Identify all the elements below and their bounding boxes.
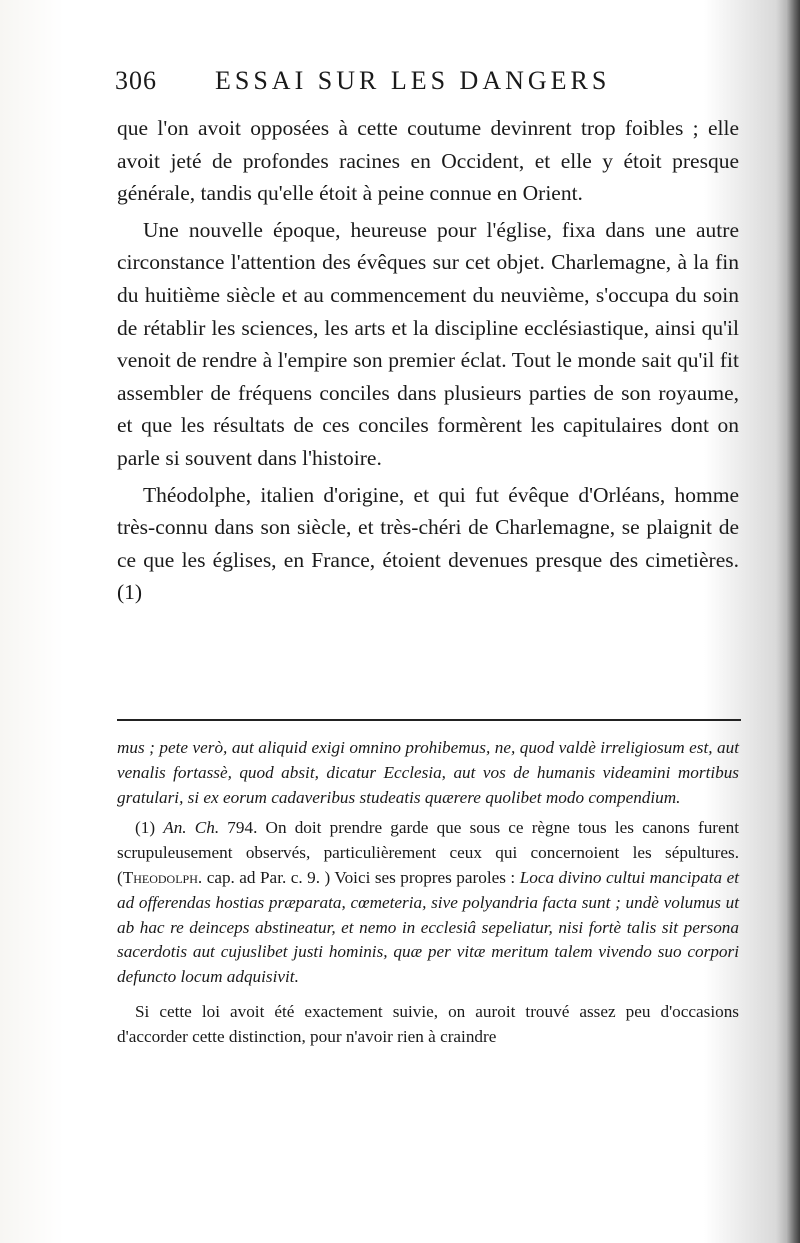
paragraph-2: Une nouvelle époque, heureuse pour l'église, fixa dans une autre circonstance l'attention des évêques sur cet objet. Charlemagne, à la fin du huitième siècle et au commencement du neuvième, s'occupa du soin de rétablir les sciences, les arts et la discipline ecclésiastique, ainsi qu'il venoit de rendre à l'empire son premier éclat. Tout le monde sait qu'il fit assembler de fréquens conciles dans plusieurs parties de son royaume, et que les résultats de ces conciles formèrent les capitulaires dont on parle si souvent dans l'histoire. [117, 217, 739, 470]
footnote-ref: An. Ch. [163, 818, 220, 838]
after-note-text: Si cette loi avoit été exactement suivie, on auroit trouvé assez peu d'occasions d'accorder cette distinction, pour n'avoir rien à craindre [117, 1001, 739, 1046]
book-spine-shadow [786, 0, 800, 1243]
footnote-text-a: On doit prendre garde que sous ce règne tous les canons furent scrupuleusement observés, particulièrement ceux qui concernoient les sépultures. ( [117, 818, 740, 887]
footnote-continuation: mus ; pete verò, aut aliquid exigi omnino prohibemus, ne, quod valdè irreligiosum est, aut venalis fortassè, quod absit, dicatur Ecclesia, aut vos de humanis videamini mortibus gratulari, si ex eorum cadaveribus studeatis quærere quolibet modo compendium. [117, 738, 739, 807]
footnote-text-b: cap. ad Par. c. 9. ) Voici ses propres paroles : [206, 867, 516, 887]
main-text [117, 112, 739, 609]
running-title: ESSAI SUR LES DANGERS [215, 66, 611, 95]
page-header [115, 66, 755, 106]
paragraph-3: Théodolphe, italien d'origine, et qui fut évêque d'Orléans, homme très-connu dans son siècle, et très-chéri de Charlemagne, se plaignit de ce que les églises, en France, étoient devenues presque des cimetières. (1) [117, 482, 739, 605]
footnote-source: Theodolph. [122, 867, 203, 887]
footnotes [117, 736, 739, 1050]
footnote-marker: (1) [135, 818, 156, 838]
footnote-1 [117, 816, 739, 990]
footnote-year: 794. [227, 818, 258, 838]
page-number: 306 [115, 66, 157, 95]
paragraph-1: que l'on avoit opposées à cette coutume devinrent trop foibles ; elle avoit jeté de profondes racines en Occident, et elle y étoit presque générale, tandis qu'elle étoit à peine connue en Orient. [117, 116, 739, 206]
footnote-divider [117, 719, 741, 721]
footnote-quote: Loca divino cultui mancipata et ad offerendas hostias præparata, cœmeteria, sive polyandria facta sunt ; undè volumus ut ab hac re deinceps abstineatur, et nemo in ecclesiâ sepeliatur, nisi fortè talis sit persona sacerdotis aut cujuslibet justi hominis, quæ per vitæ meritum talem vivendo suo corpori defuncto locum adquisivit. [117, 867, 740, 987]
